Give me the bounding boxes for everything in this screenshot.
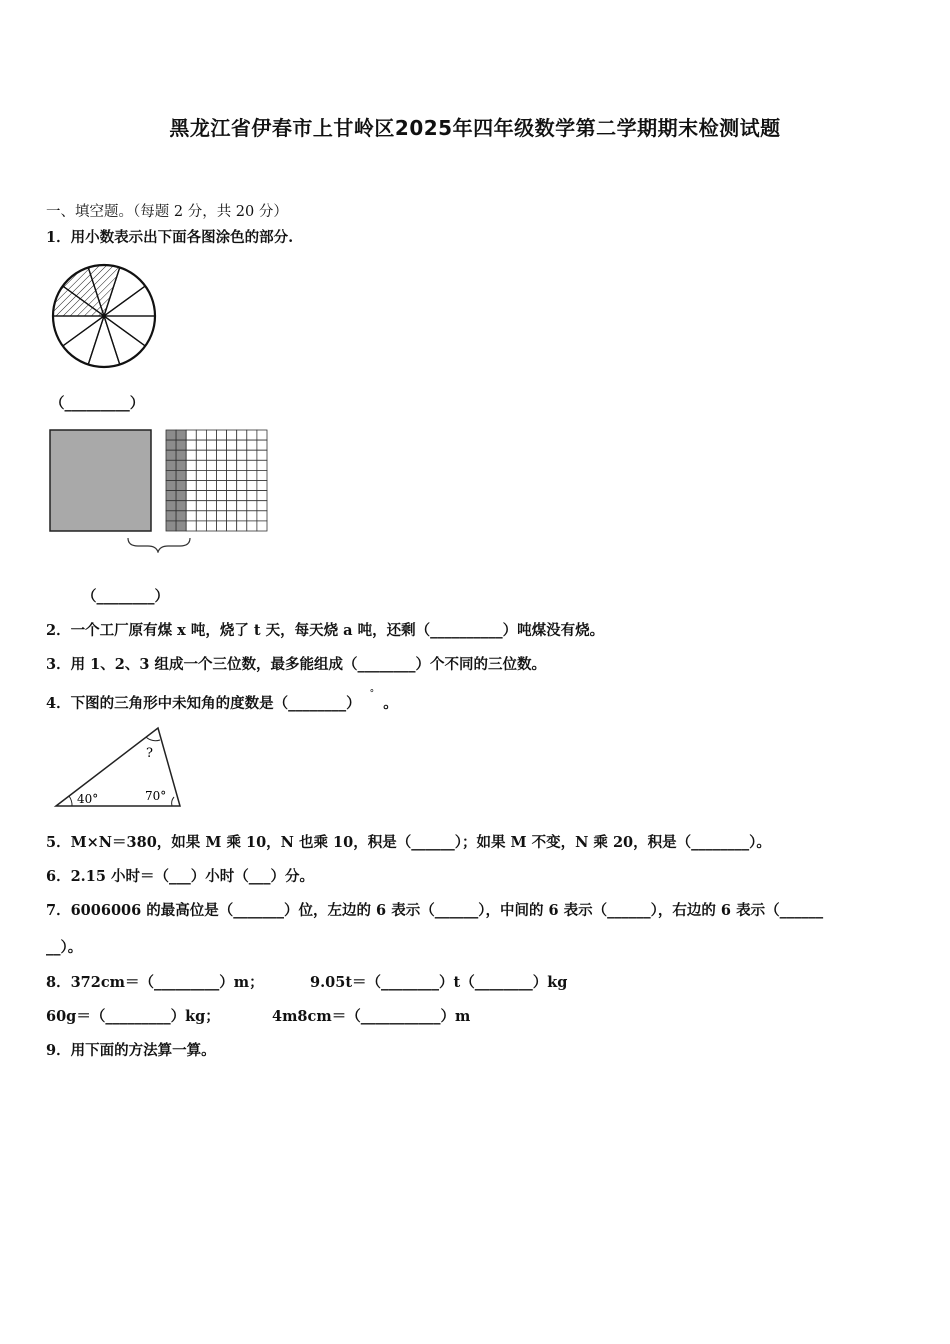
grid-cell — [186, 450, 196, 460]
question-2: 2．一个工厂原有煤 x 吨，烧了 t 天，每天烧 a 吨，还剩（__________）吨煤没有烧。 — [46, 622, 605, 639]
grid-cell — [217, 501, 227, 511]
grid-cell — [237, 470, 247, 480]
grid-cell — [227, 491, 237, 501]
grid-cell — [186, 491, 196, 501]
question-8-part2: 9.05t＝（________）t（________）kg — [310, 974, 568, 991]
grid-cell — [247, 440, 257, 450]
grid-cell — [237, 511, 247, 521]
angle-70-label: 70° — [145, 789, 167, 803]
grid-cell — [227, 501, 237, 511]
grid-cell — [206, 501, 216, 511]
grid-cell — [227, 470, 237, 480]
question-9: 9．用下面的方法算一算。 — [46, 1042, 216, 1059]
answer-blank-1a[interactable]: （_________） — [50, 395, 145, 412]
grid-cell — [257, 521, 267, 531]
grid-cell — [206, 481, 216, 491]
grid-cell — [237, 481, 247, 491]
degree-symbol: ° — [369, 689, 375, 699]
shaded-grid-cell — [176, 481, 186, 491]
grid-cell — [196, 511, 206, 521]
circle-fraction-figure — [48, 260, 160, 372]
shaded-grid-cell — [176, 460, 186, 470]
question-1: 1．用小数表示出下面各图涂色的部分. — [46, 229, 294, 246]
grid-cell — [186, 511, 196, 521]
grid-cell — [227, 440, 237, 450]
grid-cell — [196, 501, 206, 511]
grid-cell — [257, 511, 267, 521]
grid-cell — [186, 460, 196, 470]
question-6: 6．2.15 小时＝（___）小时（___）分。 — [46, 868, 314, 885]
section-heading: 一、填空题。（每题 2 分，共 20 分） — [46, 204, 288, 220]
grid-cell — [237, 501, 247, 511]
grid-cell — [247, 511, 257, 521]
question-3: 3．用 1、2、3 组成一个三位数，最多能组成（________）个不同的三位数。 — [46, 656, 546, 673]
answer-blank-1b[interactable]: （________） — [82, 588, 169, 605]
grid-cell — [196, 521, 206, 531]
circle-sector — [63, 316, 104, 365]
question-7-continued: __）。 — [46, 939, 83, 956]
grid-cell — [247, 521, 257, 531]
question-4-end: 。 — [383, 694, 398, 712]
grid-cell — [206, 440, 216, 450]
grid-cell — [237, 450, 247, 460]
grid-cell — [257, 460, 267, 470]
grid-cell — [257, 481, 267, 491]
grid-cell — [217, 440, 227, 450]
triangle-figure — [50, 724, 190, 814]
grid-cell — [237, 521, 247, 531]
angle-unknown-label: ? — [146, 746, 153, 761]
grid-cell — [206, 460, 216, 470]
grid-cell — [247, 460, 257, 470]
grid-cell — [186, 481, 196, 491]
grid-cell — [257, 440, 267, 450]
grid-cell — [206, 470, 216, 480]
question-8-part1: 8．372cm＝（_________）m； — [46, 974, 264, 991]
circle-sector — [104, 316, 145, 365]
grid-cell — [217, 521, 227, 531]
grid-cell — [227, 481, 237, 491]
grid-cell — [206, 450, 216, 460]
question-7: 7．6006006 的最高位是（_______）位，左边的 6 表示（______），中间的 6 表示（______），右边的 6 表示（______ — [46, 902, 824, 919]
shaded-grid-cell — [166, 440, 176, 450]
grid-cell — [257, 430, 267, 440]
question-8-part3: 60g＝（_________）kg； — [46, 1008, 220, 1025]
shaded-grid-cell — [166, 491, 176, 501]
grid-cell — [247, 450, 257, 460]
grid-cell — [196, 430, 206, 440]
brace-mark — [128, 538, 190, 552]
grid-cell — [227, 460, 237, 470]
shaded-grid-cell — [166, 470, 176, 480]
page-title: 黑龙江省伊春市上甘岭区2025年四年级数学第二学期期末检测试题 — [169, 116, 781, 140]
grid-cell — [217, 481, 227, 491]
question-5: 5．M×N＝380，如果 M 乘 10，N 也乘 10，积是（______）；如果 M 不变，N 乘 20，积是（________）。 — [46, 834, 771, 851]
grid-cell — [217, 511, 227, 521]
shaded-grid-cell — [166, 521, 176, 531]
hundred-grid-square — [166, 430, 267, 531]
grid-cell — [227, 521, 237, 531]
grid-cell — [186, 501, 196, 511]
question-4 — [46, 690, 398, 714]
shaded-grid-cell — [166, 501, 176, 511]
grid-cell — [247, 501, 257, 511]
grid-cell — [206, 491, 216, 501]
grid-cell — [227, 450, 237, 460]
shaded-grid-cell — [176, 521, 186, 531]
grid-cell — [257, 501, 267, 511]
grid-cell — [237, 491, 247, 501]
shaded-grid-cell — [176, 491, 186, 501]
grid-cell — [206, 511, 216, 521]
grid-cell — [217, 491, 227, 501]
grid-cell — [247, 470, 257, 480]
shaded-grid-cell — [166, 481, 176, 491]
shaded-grid-cell — [176, 470, 186, 480]
grid-cell — [206, 521, 216, 531]
shaded-grid-cell — [176, 511, 186, 521]
question-8-part4: 4m8cm＝（___________）m — [272, 1008, 471, 1025]
grid-cell — [247, 481, 257, 491]
shaded-grid-cell — [176, 450, 186, 460]
grid-cell — [217, 470, 227, 480]
grid-cell — [186, 470, 196, 480]
grid-cell — [237, 440, 247, 450]
grid-cell — [196, 470, 206, 480]
grid-cell — [257, 470, 267, 480]
grid-cell — [237, 430, 247, 440]
grid-cell — [196, 481, 206, 491]
shaded-grid-cell — [176, 501, 186, 511]
grid-cell — [196, 491, 206, 501]
angle-40-label: 40° — [77, 792, 99, 806]
grid-cell — [186, 430, 196, 440]
grid-cell — [237, 460, 247, 470]
shaded-grid-cell — [166, 511, 176, 521]
shaded-grid-cell — [176, 430, 186, 440]
grid-cell — [186, 521, 196, 531]
grid-cell — [186, 440, 196, 450]
grid-cell — [227, 430, 237, 440]
grid-cell — [257, 450, 267, 460]
grid-cell — [196, 440, 206, 450]
shaded-grid-cell — [166, 430, 176, 440]
grid-cell — [247, 430, 257, 440]
shaded-grid-cell — [166, 460, 176, 470]
grid-cell — [227, 511, 237, 521]
grid-cell — [257, 491, 267, 501]
shaded-grid-cell — [176, 440, 186, 450]
grid-cell — [196, 460, 206, 470]
grid-cell — [247, 491, 257, 501]
grid-cell — [217, 450, 227, 460]
grid-cell — [206, 430, 216, 440]
question-4-text: 4．下图的三角形中未知角的度数是（________） — [46, 694, 361, 712]
grid-cell — [196, 450, 206, 460]
square-grid-figure — [48, 428, 273, 553]
grid-cell — [217, 430, 227, 440]
shaded-grid-cell — [166, 450, 176, 460]
grid-cell — [217, 460, 227, 470]
shaded-whole-square — [50, 430, 151, 531]
